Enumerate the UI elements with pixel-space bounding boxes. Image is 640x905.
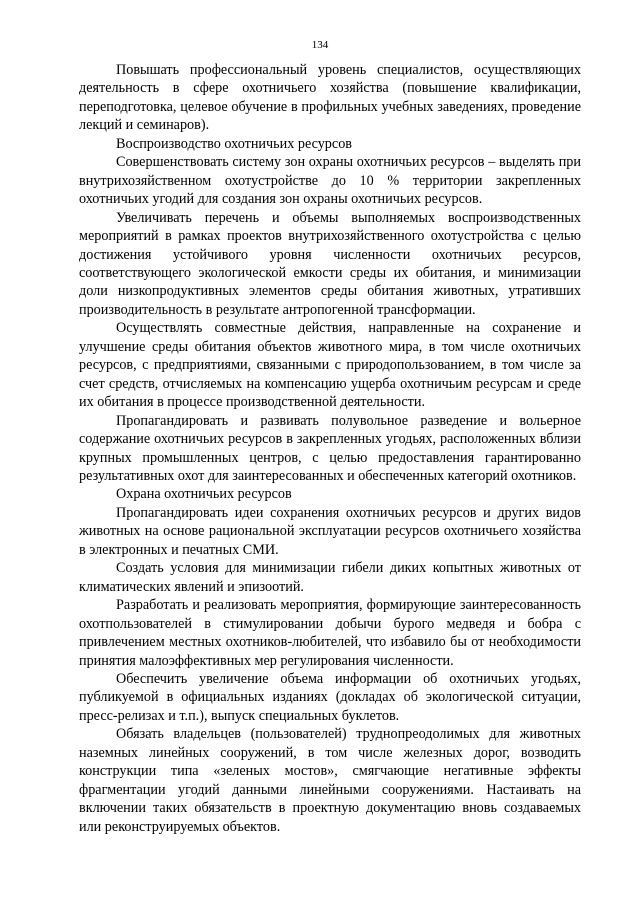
paragraph-information-volume: Обеспечить увеличение объема информации об охотничьих угодьях, публикуемой в официальных изданиях (докладах об экологической ситуации, пресс-релизах и т.п.), выпуск специальных буклетов. [79, 670, 581, 724]
section-heading-protection: Охрана охотничьих ресурсов [116, 486, 292, 503]
paragraph-protection-zones: Совершенствовать систему зон охраны охотничьих ресурсов – выделять при внутрихозяйственном охотустройстве до 10 % территории закрепленных охотничьих угодий для создания зон охраны охотничьих ресурсов. [79, 154, 581, 208]
paragraph-professional-training: Повышать профессиональный уровень специалистов, осуществляющих деятельность в сфере охотничьего хозяйства (повышение квалификации, переподготовка, целевое обучение в профильных учебных заведениях, проведение лекций и семинаров). [79, 62, 581, 134]
paragraph-bear-beaver-hunting: Разработать и реализовать мероприятия, формирующие заинтересованность охотпользователей в стимулировании добычи бурого медведя и бобра с привлечением местных охотников-любителей, что избавило бы от необходимости принятия малоэффективных мер регулирования численности. [79, 597, 581, 669]
paragraph-joint-actions: Осуществлять совместные действия, направленные на сохранение и улучшение среды обитания объектов животного мира, в том числе охотничьих ресурсов, с предприятиями, связанными с природопользованием, в том числе за счет средств, отчисляемых на компенсацию ущерба охотничьим ресурсам и среде их обитания в процессе производственной деятельности. [79, 320, 581, 411]
section-heading-reproduction: Воспроизводство охотничьих ресурсов [116, 135, 352, 152]
paragraph-media-promotion: Пропагандировать идеи сохранения охотничьих ресурсов и других видов животных на основе рациональной эксплуатации ресурсов охотничьего хозяйства в электронных и печатных СМИ. [79, 504, 581, 558]
paragraph-ungulate-mortality: Создать условия для минимизации гибели диких копытных животных от климатических явлений и эпизоотий. [79, 560, 581, 595]
paragraph-green-bridges: Обязать владельцев (пользователей) труднопреодолимых для животных наземных линейных сооружений, в том числе железных дорог, возводить конструкции типа «зеленых мостов», смягчающие негативные эффекты фрагментации угодий данными линейными сооружениями. Настаивать на включении таких обязательств в проектную документацию вновь создаваемых или реконструируемых объектов. [79, 726, 581, 835]
paragraph-enclosure-breeding: Пропагандировать и развивать полувольное разведение и вольерное содержание охотничьих ресурсов в закрепленных угодьях, расположенных вблизи крупных промышленных центров, с целью предоставления гарантированно результативных охот для заинтересованных и обеспеченных категорий охотников. [79, 412, 581, 484]
paragraph-reproduction-measures: Увеличивать перечень и объемы выполняемых воспроизводственных мероприятий в рамках проектов внутрихозяйственного охотустройства с целью достижения устойчивого уровня численности охотничьих ресурсов, соответствующего экологической емкости среды их обитания, и минимизации доли низкопродуктивных элементов среды обитания животных, утративших производительность в результате антропогенной трансформации. [79, 209, 581, 318]
page-number: 134 [311, 39, 329, 51]
document-body [79, 61, 581, 836]
